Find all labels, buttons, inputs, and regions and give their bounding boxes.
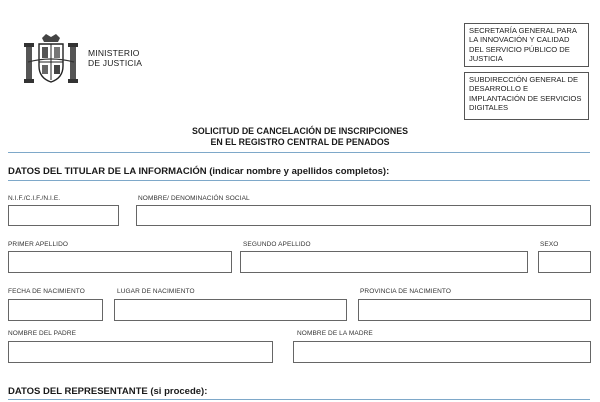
ministry-name xyxy=(88,48,142,68)
agency-2-line: DESARROLLO E xyxy=(469,84,529,94)
nombre-label: NOMBRE/ DENOMINACIÓN SOCIAL xyxy=(138,195,250,202)
section-divider xyxy=(8,399,590,400)
agency-box-subdireccion xyxy=(464,72,589,120)
agency-2-line: DIGITALES xyxy=(469,103,509,113)
nombre-madre-input[interactable] xyxy=(293,341,591,363)
agency-1-line: LA INNOVACIÓN Y CALIDAD xyxy=(469,35,570,45)
fecha-nacimiento-label: FECHA DE NACIMIENTO xyxy=(8,288,85,295)
section-titular-title: DATOS DEL TITULAR DE LA INFORMACIÓN (indicar nombre y apellidos completos): xyxy=(8,166,390,177)
lugar-nacimiento-input[interactable] xyxy=(114,299,347,321)
nombre-padre-input[interactable] xyxy=(8,341,273,363)
nombre-input[interactable] xyxy=(136,205,591,226)
primer-apellido-input[interactable] xyxy=(8,251,232,273)
segundo-apellido-input[interactable] xyxy=(240,251,528,273)
sexo-input[interactable] xyxy=(538,251,591,273)
sexo-label: SEXO xyxy=(540,241,559,248)
title-line-1: SOLICITUD DE CANCELACIÓN DE INSCRIPCIONES xyxy=(191,126,409,136)
primer-apellido-label: PRIMER APELLIDO xyxy=(8,241,69,248)
agency-1-line: DEL SERVICIO PÚBLICO DE xyxy=(469,44,570,54)
coat-of-arms-icon xyxy=(22,32,80,86)
nombre-madre-label: NOMBRE DE LA MADRE xyxy=(297,330,373,337)
lugar-nacimiento-label: LUGAR DE NACIMIENTO xyxy=(117,288,195,295)
provincia-nacimiento-label: PROVINCIA DE NACIMIENTO xyxy=(360,288,452,295)
ministry-line-1: MINISTERIO xyxy=(88,48,140,58)
nif-label: N.I.F./C.I.F./N.I.E. xyxy=(8,195,61,202)
provincia-nacimiento-input[interactable] xyxy=(358,299,591,321)
agency-2-line: SUBDIRECCIÓN GENERAL DE xyxy=(469,75,579,84)
agency-1-line: SECRETARÍA GENERAL PARA xyxy=(469,26,577,35)
title-line-2: EN EL REGISTRO CENTRAL DE PENADOS xyxy=(210,137,390,147)
agency-1-line: JUSTICIA xyxy=(469,54,503,64)
agency-2-line: IMPLANTACIÓN DE SERVICIOS xyxy=(469,93,582,103)
nombre-padre-label: NOMBRE DEL PADRE xyxy=(8,330,77,337)
section-divider xyxy=(8,180,590,181)
ministry-line-2: DE JUSTICIA xyxy=(88,58,143,68)
agency-box-secretaria xyxy=(464,23,589,67)
section-representante-title: DATOS DEL REPRESENTANTE (si procede): xyxy=(8,386,208,397)
document-title xyxy=(0,126,600,148)
title-divider xyxy=(8,152,590,153)
segundo-apellido-label: SEGUNDO APELLIDO xyxy=(243,241,311,248)
nif-input[interactable] xyxy=(8,205,119,226)
fecha-nacimiento-input[interactable] xyxy=(8,299,103,321)
